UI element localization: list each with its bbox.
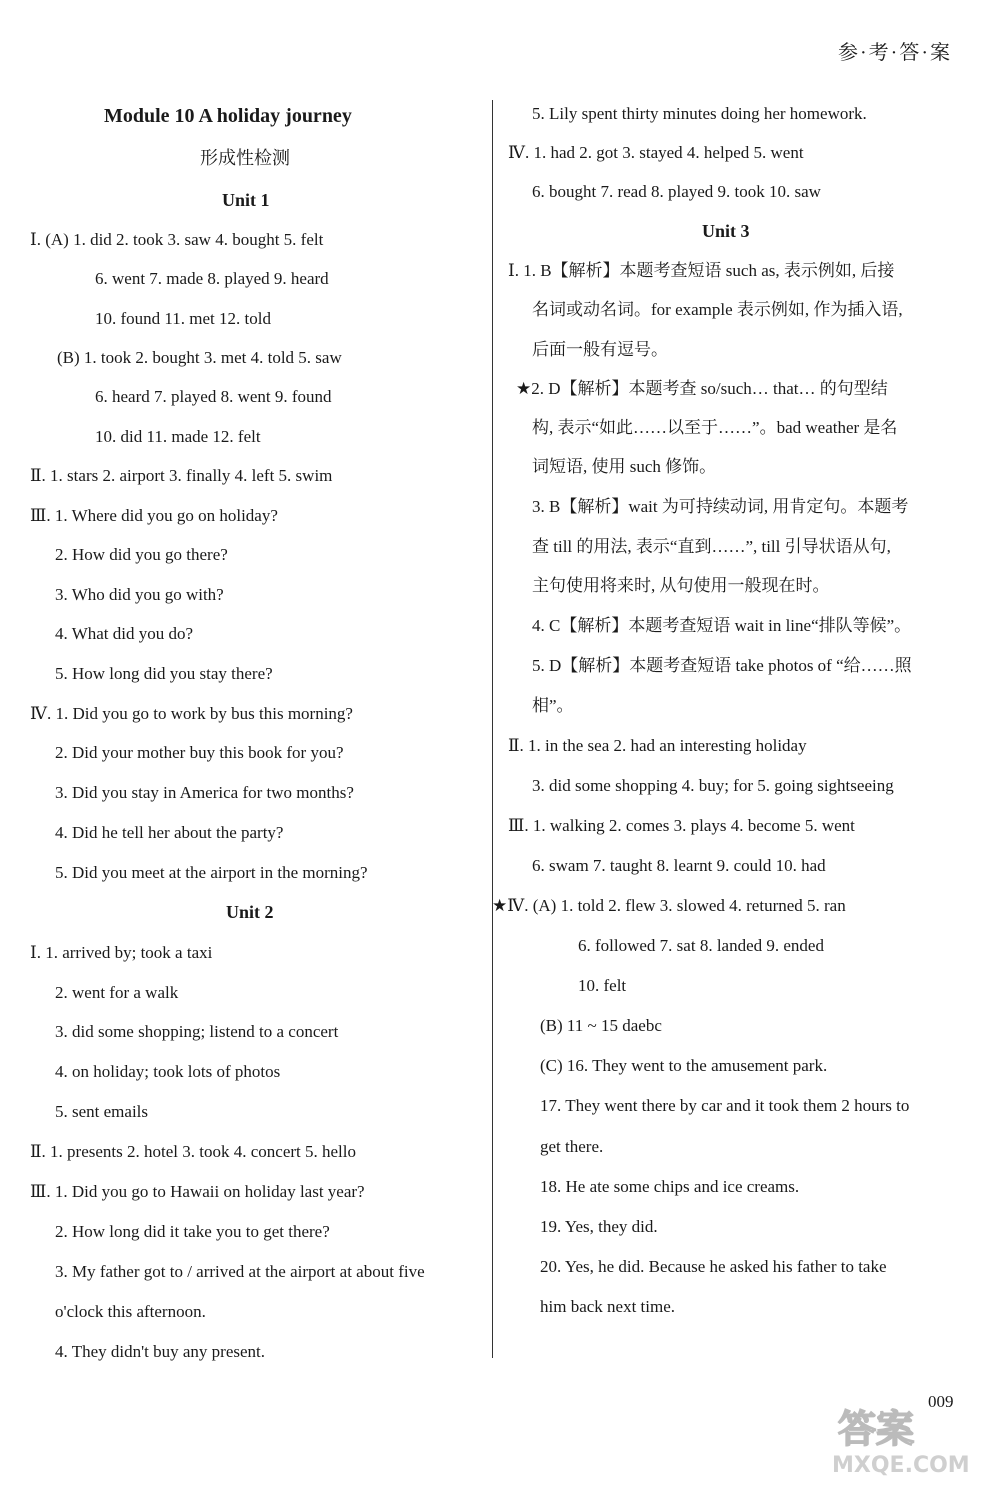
right-line: 词短语, 使用 such 修饰。 [532, 457, 717, 476]
right-line: (C) 16. They went to the amusement park. [540, 1056, 828, 1075]
right-line: Unit 3 [702, 221, 750, 241]
left-line: Unit 1 [222, 190, 270, 210]
left-line: 10. did 11. made 12. felt [95, 427, 261, 446]
right-line: 主句使用将来时, 从句使用一般现在时。 [532, 576, 830, 595]
left-line: 形成性检测 [200, 148, 290, 169]
left-line: 4. What did you do? [55, 624, 194, 643]
left-line: 2. How long did it take you to get there? [55, 1222, 330, 1241]
right-line: Ⅱ. 1. in the sea 2. had an interesting holiday [508, 736, 807, 755]
right-line: 6. swam 7. taught 8. learnt 9. could 10. had [532, 856, 826, 875]
watermark-logo [828, 1400, 978, 1478]
right-line: 5. D【解析】本题考查短语 take photos of “给……照 [532, 656, 912, 675]
right-line: 20. Yes, he did. Because he asked his father to take [540, 1257, 887, 1276]
column-divider [492, 100, 493, 1358]
left-line: Unit 2 [226, 902, 274, 922]
right-line: Ⅲ. 1. walking 2. comes 3. plays 4. become 5. went [508, 816, 855, 835]
left-line: 4. Did he tell her about the party? [55, 823, 284, 842]
right-line: get there. [540, 1137, 604, 1156]
right-line: 5. Lily spent thirty minutes doing her homework. [532, 104, 867, 123]
watermark-top: 答案 [838, 1407, 915, 1451]
right-line: ★2. D【解析】本题考查 so/such… that… 的句型结 [516, 379, 888, 398]
right-line: 查 till 的用法, 表示“直到……”, till 引导状语从句, [532, 537, 891, 556]
left-line: 10. found 11. met 12. told [95, 309, 271, 328]
right-line: 4. C【解析】本题考查短语 wait in line“排队等候”。 [532, 616, 912, 635]
left-line: Ⅰ. 1. arrived by; took a taxi [30, 943, 213, 962]
right-line: 6. followed 7. sat 8. landed 9. ended [578, 936, 824, 955]
left-line: 5. How long did you stay there? [55, 664, 273, 683]
right-line: 18. He ate some chips and ice creams. [540, 1177, 800, 1196]
left-line: 2. went for a walk [55, 983, 179, 1002]
left-line: 3. Who did you go with? [55, 585, 224, 604]
left-line: (B) 1. took 2. bought 3. met 4. told 5. saw [57, 348, 342, 367]
left-line: 5. Did you meet at the airport in the morning? [55, 863, 368, 882]
right-line: 6. bought 7. read 8. played 9. took 10. saw [532, 182, 821, 201]
right-line: 19. Yes, they did. [540, 1217, 658, 1236]
left-line: 6. heard 7. played 8. went 9. found [95, 387, 332, 406]
page-number: 009 [928, 1392, 954, 1411]
left-line: 4. on holiday; took lots of photos [55, 1062, 281, 1081]
right-line: Ⅳ. 1. had 2. got 3. stayed 4. helped 5. went [508, 143, 804, 162]
left-line: Ⅲ. 1. Where did you go on holiday? [30, 506, 278, 525]
left-line: 5. sent emails [55, 1102, 149, 1121]
left-line: Ⅰ. (A) 1. did 2. took 3. saw 4. bought 5. felt [30, 230, 324, 249]
left-line: Ⅲ. 1. Did you go to Hawaii on holiday last year? [30, 1182, 365, 1201]
left-line: 6. went 7. made 8. played 9. heard [95, 269, 329, 288]
left-line: Ⅱ. 1. stars 2. airport 3. finally 4. left 5. swim [30, 466, 333, 485]
right-line: 10. felt [578, 976, 627, 995]
right-line: (B) 11 ~ 15 daebc [540, 1016, 662, 1035]
left-line: 3. My father got to / arrived at the airport at about five [55, 1262, 425, 1281]
right-line: him back next time. [540, 1297, 676, 1316]
right-line: 后面一般有逗号。 [532, 340, 668, 359]
right-line: 名词或动名词。for example 表示例如, 作为插入语, [532, 300, 903, 319]
left-line: Ⅱ. 1. presents 2. hotel 3. took 4. concert 5. hello [30, 1142, 356, 1161]
left-line: Ⅳ. 1. Did you go to work by bus this morning? [30, 704, 353, 723]
right-line: 17. They went there by car and it took them 2 hours to [540, 1096, 910, 1115]
watermark-bottom: MXQE.COM [832, 1453, 970, 1478]
right-line: 3. did some shopping 4. buy; for 5. going sightseeing [532, 776, 894, 795]
right-line: Ⅰ. 1. B【解析】本题考查短语 such as, 表示例如, 后接 [508, 261, 895, 280]
left-line: 3. Did you stay in America for two months? [55, 783, 354, 802]
right-line: 相”。 [532, 696, 574, 715]
right-line: 3. B【解析】wait 为可持续动词, 用肯定句。本题考 [532, 497, 909, 516]
left-line: 2. Did your mother buy this book for you? [55, 743, 344, 762]
right-line: ★Ⅳ. (A) 1. told 2. flew 3. slowed 4. returned 5. ran [492, 896, 846, 915]
left-line: Module 10 A holiday journey [104, 105, 352, 127]
left-line: 2. How did you go there? [55, 545, 228, 564]
left-line: 4. They didn't buy any present. [55, 1342, 266, 1361]
left-line: o'clock this afternoon. [55, 1302, 206, 1321]
page-header: 参·考·答·案 [838, 42, 952, 64]
right-line: 构, 表示“如此……以至于……”。bad weather 是名 [532, 418, 898, 437]
left-line: 3. did some shopping; listend to a concert [55, 1022, 339, 1041]
